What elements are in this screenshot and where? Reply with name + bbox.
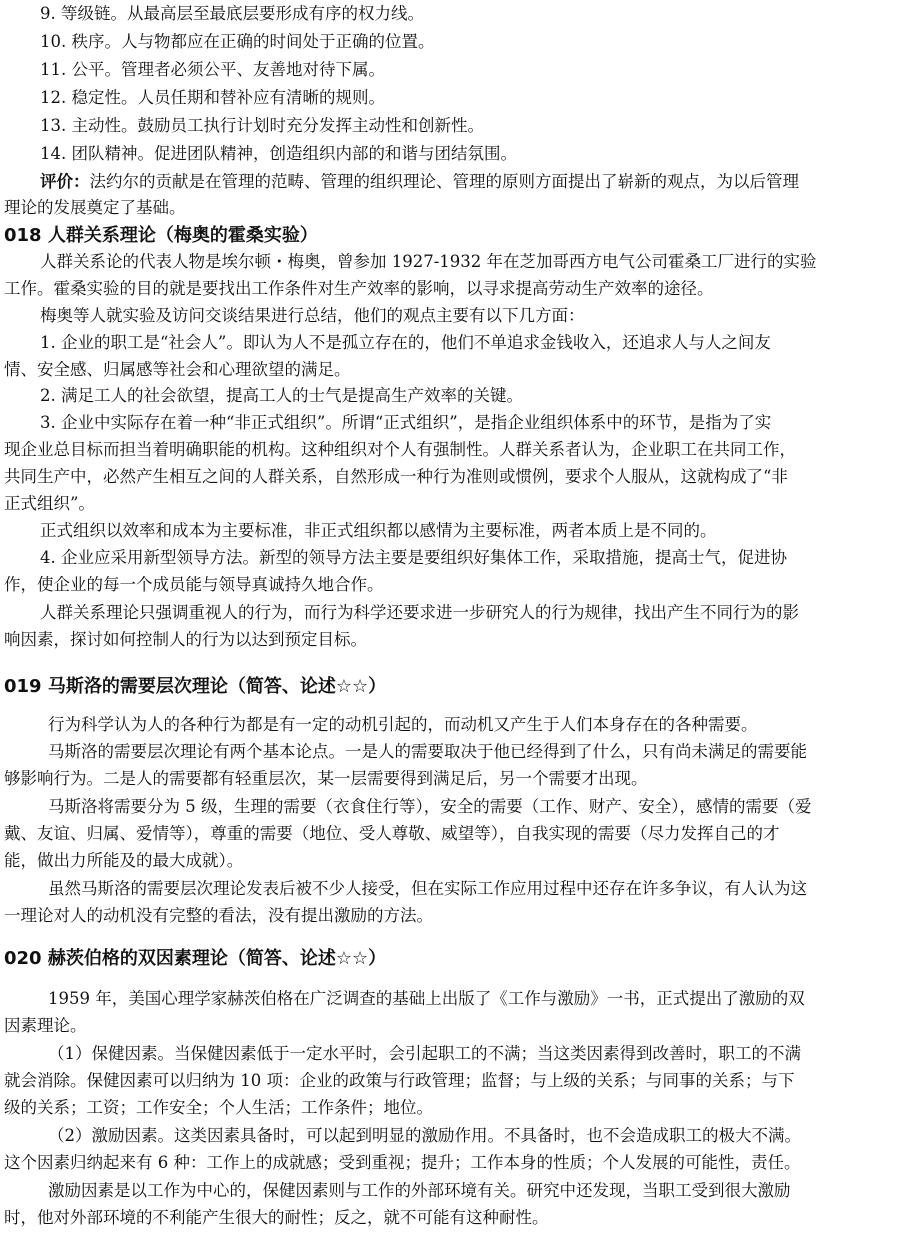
text-line: 时，他对外部环境的不利能产生很大的耐性；反之，就不可能有这种耐性。 [4, 1208, 549, 1227]
text-line: 正式组织以效率和成本为主要标准，非正式组织都以感情为主要标准，两者本质上是不同的。 [40, 521, 717, 540]
text-line: 11. 公平。管理者必须公平、友善地对待下属。 [40, 60, 385, 79]
text-line: 行为科学认为人的各种行为都是有一定的动机引起的，而动机又产生于人们本身存在的各种需要。 [48, 715, 758, 734]
text-line: 戴、友谊、归属、爱情等），尊重的需要（地位、受人尊敬、威望等），自我实现的需要（尽力发挥自己的才 [4, 824, 780, 843]
text-line: 情、安全感、归属感等社会和心理欲望的满足。 [4, 360, 351, 379]
text-line: 12. 稳定性。人员任期和替补应有清晰的规则。 [40, 88, 385, 107]
text-line: 1. 企业的职工是“社会人”。即认为人不是孤立存在的，他们不单追求金钱收入，还追求人与人之间友 [40, 333, 771, 352]
text-line: 9. 等级链。从最高层至最底层要形成有序的权力线。 [40, 4, 424, 23]
text-line: 能，做出力所能及的最大成就）。 [4, 851, 244, 870]
text-line: 1959 年，美国心理学家赫茨伯格在广泛调查的基础上出版了《工作与激励》一书，正式提出了激励的双 [48, 989, 805, 1008]
text-line: 因素理论。 [4, 1016, 87, 1035]
text-line: 马斯洛的需要层次理论有两个基本论点。一是人的需要取决于他已经得到了什么，只有尚未满足的需要能 [48, 742, 807, 761]
text-line: 就会消除。保健因素可以归纳为 10 项：企业的政策与行政管理；监督；与上级的关系；与同事的关系；与下 [4, 1071, 795, 1090]
text-line: 工作。霍桑实验的目的就是要找出工作条件对生产效率的影响，以寻求提高劳动生产效率的途径。 [4, 279, 714, 298]
text-line: 现企业总目标而担当着明确职能的机构。这种组织对个人有强制性。人群关系者认为，企业职工在共同工作， [4, 440, 796, 459]
section-heading-019: 019 马斯洛的需要层次理论（简答、论述☆☆） [4, 676, 387, 697]
section-heading-018: 018 人群关系理论（梅奥的霍桑实验） [4, 225, 318, 246]
evaluation-text: 法约尔的贡献是在管理的范畴、管理的组织理论、管理的原则方面提出了崭新的观点，为以后管理 [89, 172, 799, 191]
section-heading-020: 020 赫茨伯格的双因素理论（简答、论述☆☆） [4, 948, 387, 969]
evaluation-paragraph [4, 171, 899, 193]
text-line: 13. 主动性。鼓励员工执行计划时充分发挥主动性和创新性。 [40, 116, 484, 135]
text-line: 理论的发展奠定了基础。 [4, 198, 186, 217]
text-line: 梅奥等人就实验及访问交谈结果进行总结，他们的观点主要有以下几方面： [40, 306, 585, 325]
text-line: 一理论对人的动机没有完整的看法，没有提出激励的方法。 [4, 906, 433, 925]
text-line: 2. 满足工人的社会欲望，提高工人的士气是提高生产效率的关键。 [40, 386, 523, 405]
evaluation-label: 评价： [40, 172, 90, 191]
text-line: （1）保健因素。当保健因素低于一定水平时，会引起职工的不满；当这类因素得到改善时，职工的不满 [48, 1044, 801, 1063]
text-line: 响因素，探讨如何控制人的行为以达到预定目标。 [4, 630, 367, 649]
text-line: 作，使企业的每一个成员能与领导真诚持久地合作。 [4, 575, 384, 594]
text-line: 够影响行为。二是人的需要都有轻重层次，某一层需要得到满足后，另一个需要才出现。 [4, 769, 648, 788]
text-line: 虽然马斯洛的需要层次理论发表后被不少人接受，但在实际工作应用过程中还存在许多争议，有人认为这 [48, 879, 807, 898]
text-line: 这个因素归纳起来有 6 种：工作上的成就感；受到重视；提升；工作本身的性质；个人发展的可能性，责任。 [4, 1153, 801, 1172]
text-line: 3. 企业中实际存在着一种“非正式组织”。所谓“正式组织”，是指企业组织体系中的环节，是指为了实 [40, 413, 772, 432]
text-line: 4. 企业应采用新型领导方法。新型的领导方法主要是要组织好集体工作，采取措施，提高士气，促进协 [40, 548, 787, 567]
text-line: 10. 秩序。人与物都应在正确的时间处于正确的位置。 [40, 32, 435, 51]
text-line: 14. 团队精神。促进团队精神，创造组织内部的和谐与团结氛围。 [40, 144, 517, 163]
text-line: 共同生产中，必然产生相互之间的人群关系，自然形成一种行为准则或惯例，要求个人服从，这就构成了“非 [4, 467, 788, 486]
text-line: （2）激励因素。这类因素具备时，可以起到明显的激励作用。不具备时，也不会造成职工的极大不满。 [48, 1126, 801, 1145]
text-line: 激励因素是以工作为中心的，保健因素则与工作的外部环境有关。研究中还发现，当职工受到很大激励 [48, 1181, 791, 1200]
text-line: 正式组织”。 [4, 494, 95, 513]
text-line: 人群关系理论只强调重视人的行为，而行为科学还要求进一步研究人的行为规律，找出产生不同行为的影 [40, 603, 799, 622]
text-line: 人群关系论的代表人物是埃尔顿・梅奥，曾参加 1927-1932 年在芝加哥西方电气公司霍桑工厂进行的实验 [40, 252, 817, 271]
text-line: 马斯洛将需要分为 5 级，生理的需要（衣食住行等），安全的需要（工作、财产、安全），感情的需要（爱 [48, 797, 812, 816]
text-line: 级的关系；工资；工作安全；个人生活；工作条件；地位。 [4, 1098, 433, 1117]
